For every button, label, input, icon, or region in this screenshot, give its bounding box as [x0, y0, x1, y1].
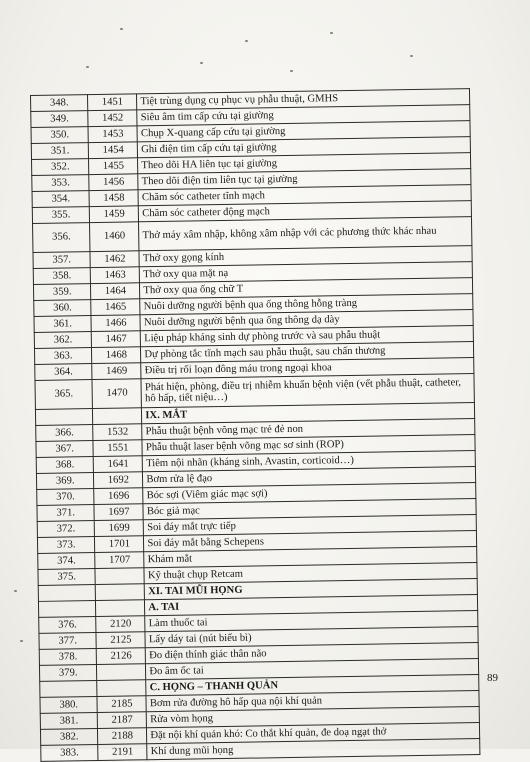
procedure-name-cell: Bơm rửa lệ đạo: [143, 467, 476, 488]
procedure-code-cell: 1470: [92, 379, 141, 409]
row-number-cell: 375.: [38, 569, 96, 586]
procedure-code-cell: 2126: [97, 648, 146, 665]
procedure-name-cell: Ghi điện tim cấp cứu tại giường: [138, 137, 471, 158]
procedure-code-cell: 1460: [90, 222, 139, 252]
procedure-table: [30, 88, 480, 762]
procedure-name-cell: Tiêm nội nhãn (kháng sinh, Avastin, corticoid…): [143, 451, 476, 472]
procedure-code-cell: 2188: [98, 728, 147, 745]
procedure-name-cell: Khí dung mũi họng: [147, 739, 480, 760]
scan-speck: [290, 70, 293, 72]
procedure-name-cell: Dự phòng tắc tĩnh mạch sau phẫu thuật, sau chấn thương: [141, 342, 474, 363]
procedure-code-cell: 2187: [98, 712, 147, 729]
procedure-code-cell: 1452: [88, 110, 137, 127]
procedure-name-cell: XI. TAI MŨI HỌNG: [145, 579, 478, 600]
procedure-code-cell: 1459: [90, 206, 139, 223]
row-number-cell: 361.: [34, 316, 92, 333]
procedure-name-cell: Theo dõi điện tim liên tục tại giường: [138, 169, 471, 190]
procedure-code-cell: 1532: [93, 424, 142, 441]
procedure-code-cell: [97, 664, 146, 681]
procedure-code-cell: 1692: [94, 472, 143, 489]
procedure-name-cell: Siêu âm tim cấp cứu tại giường: [137, 105, 470, 126]
procedure-code-cell: 1463: [91, 267, 140, 284]
procedure-code-cell: 2125: [96, 632, 145, 649]
procedure-code-cell: 1697: [94, 504, 143, 521]
row-number-cell: 376.: [39, 617, 97, 634]
procedure-code-cell: 1699: [95, 520, 144, 537]
row-number-cell: 355.: [32, 207, 90, 224]
row-number-cell: [40, 681, 98, 698]
procedure-code-cell: [93, 408, 142, 425]
procedure-code-cell: 1462: [90, 251, 139, 268]
procedure-name-cell: Nuôi dưỡng người bệnh qua ống thông dạ dày: [140, 310, 473, 331]
procedure-code-cell: 1466: [91, 315, 140, 332]
row-number-cell: 359.: [33, 284, 91, 301]
procedure-code-cell: 1468: [92, 347, 141, 364]
procedure-name-cell: Khám mắt: [144, 547, 477, 568]
procedure-code-cell: 1641: [94, 456, 143, 473]
procedure-code-cell: 1701: [95, 536, 144, 553]
row-number-cell: 364.: [35, 364, 93, 381]
procedure-name-cell: Soi đáy mắt bằng Schepens: [144, 531, 477, 552]
row-number-cell: 374.: [38, 553, 96, 570]
scan-speck: [120, 28, 123, 30]
procedure-name-cell: Tiệt trùng dụng cụ phục vụ phẫu thuật, GMHS: [137, 89, 470, 110]
row-number-cell: 372.: [37, 521, 95, 538]
procedure-code-cell: 1551: [93, 440, 142, 457]
procedure-name-cell: Điều trị rối loạn đông máu trong ngoại khoa: [141, 358, 474, 379]
scan-speck: [200, 62, 203, 64]
procedure-name-cell: Rửa vòm họng: [147, 707, 480, 728]
row-number-cell: [35, 409, 93, 426]
procedure-code-cell: 1451: [88, 94, 137, 111]
procedure-code-cell: 1467: [92, 331, 141, 348]
row-number-cell: 369.: [36, 473, 94, 490]
procedure-name-cell: Lấy dáy tai (nút biểu bì): [145, 627, 478, 648]
row-number-cell: 378.: [39, 649, 97, 666]
scan-speck: [245, 40, 248, 42]
procedure-code-cell: 1464: [91, 283, 140, 300]
scan-speck: [330, 32, 333, 34]
row-number-cell: 348.: [31, 95, 89, 112]
procedure-code-cell: 1458: [89, 190, 138, 207]
row-number-cell: 366.: [36, 425, 94, 442]
row-number-cell: [38, 601, 96, 618]
procedure-name-cell: Phát hiện, phòng, điều trị nhiễm khuẩn bệnh viện (vết phẫu thuật, catheter, hô hấp, tiết niệu…): [141, 374, 474, 408]
row-number-cell: 362.: [34, 332, 92, 349]
scan-speck: [14, 590, 17, 592]
row-number-cell: 367.: [36, 441, 94, 458]
row-number-cell: 353.: [32, 175, 90, 192]
procedure-code-cell: [97, 680, 146, 697]
procedure-code-cell: 2120: [96, 616, 145, 633]
row-number-cell: 357.: [33, 252, 91, 269]
row-number-cell: 360.: [34, 300, 92, 317]
procedure-name-cell: C. HỌNG – THANH QUẢN: [146, 675, 479, 696]
procedure-name-cell: Thở oxy qua mặt nạ: [140, 262, 473, 283]
row-number-cell: 352.: [32, 159, 90, 176]
procedure-name-cell: Bơm rửa đường hô hấp qua nội khí quản: [146, 691, 479, 712]
procedure-name-cell: Làm thuốc tai: [145, 611, 478, 632]
procedure-code-cell: [96, 600, 145, 617]
procedure-name-cell: Đặt nội khí quản khó: Co thắt khí quản, đe doạ ngạt thở: [147, 723, 480, 744]
row-number-cell: 368.: [36, 457, 94, 474]
procedure-name-cell: Liệu pháp kháng sinh dự phòng trước và sau phẫu thuật: [141, 326, 474, 347]
procedure-name-cell: Soi đáy mắt trực tiếp: [144, 515, 477, 536]
procedure-code-cell: 1696: [94, 488, 143, 505]
procedure-name-cell: Phẫu thuật bệnh võng mạc trẻ đẻ non: [142, 419, 475, 440]
row-number-cell: 382.: [40, 729, 98, 746]
procedure-code-cell: 2191: [98, 744, 147, 761]
procedure-code-cell: 1469: [92, 363, 141, 380]
row-number-cell: 365.: [35, 380, 93, 410]
procedure-name-cell: Chăm sóc catheter tĩnh mạch: [138, 185, 471, 206]
scan-speck: [410, 55, 413, 57]
row-number-cell: 354.: [32, 191, 90, 208]
procedure-name-cell: Nuôi dưỡng người bệnh qua ống thông hỗng tràng: [140, 294, 473, 315]
procedure-name-cell: Chụp X-quang cấp cứu tại giường: [137, 121, 470, 142]
row-number-cell: 358.: [33, 268, 91, 285]
procedure-name-cell: Đo âm ốc tai: [146, 659, 479, 680]
row-number-cell: 383.: [41, 745, 99, 762]
procedure-table-wrapper: [30, 88, 480, 762]
procedure-code-cell: 2185: [97, 696, 146, 713]
row-number-cell: 371.: [37, 505, 95, 522]
procedure-name-cell: Bóc giả mạc: [143, 499, 476, 520]
row-number-cell: 351.: [31, 143, 89, 160]
procedure-name-cell: Chăm sóc catheter động mạch: [139, 201, 472, 222]
procedure-code-cell: [95, 568, 144, 585]
procedure-code-cell: 1465: [91, 299, 140, 316]
row-number-cell: 380.: [40, 697, 98, 714]
procedure-code-cell: 1707: [95, 552, 144, 569]
procedure-code-cell: 1455: [89, 158, 138, 175]
scan-speck: [20, 640, 23, 642]
procedure-code-cell: [96, 584, 145, 601]
procedure-code-cell: 1456: [89, 174, 138, 191]
row-number-cell: 381.: [40, 713, 98, 730]
procedure-name-cell: Đo điện thính giác thân não: [146, 643, 479, 664]
row-number-cell: 370.: [37, 489, 95, 506]
row-number-cell: [38, 585, 96, 602]
scan-speck: [86, 66, 89, 68]
procedure-name-cell: Thở oxy gọng kính: [139, 246, 472, 267]
procedure-table-body: [31, 89, 480, 762]
row-number-cell: 379.: [39, 665, 97, 682]
row-number-cell: 363.: [34, 348, 92, 365]
row-number-cell: 349.: [31, 111, 89, 128]
procedure-name-cell: IX. MẮT: [142, 403, 475, 424]
procedure-code-cell: 1454: [89, 142, 138, 159]
procedure-name-cell: Kỹ thuật chụp Retcam: [144, 563, 477, 584]
procedure-code-cell: 1453: [88, 126, 137, 143]
procedure-name-cell: Phẫu thuật laser bệnh võng mạc sơ sinh (ROP): [142, 435, 475, 456]
procedure-name-cell: A. TAI: [145, 595, 478, 616]
row-number-cell: 377.: [39, 633, 97, 650]
procedure-name-cell: Thở oxy qua ống chữ T: [140, 278, 473, 299]
procedure-name-cell: Bóc sợi (Viêm giác mạc sợi): [143, 483, 476, 504]
row-number-cell: 350.: [31, 127, 89, 144]
row-number-cell: 356.: [33, 223, 91, 253]
row-number-cell: 373.: [37, 537, 95, 554]
page-number: 89: [487, 672, 498, 684]
procedure-name-cell: Theo dõi HA liên tục tại giường: [138, 153, 471, 174]
procedure-name-cell: Thở máy xâm nhập, không xâm nhập với các phương thức khác nhau: [139, 217, 472, 251]
